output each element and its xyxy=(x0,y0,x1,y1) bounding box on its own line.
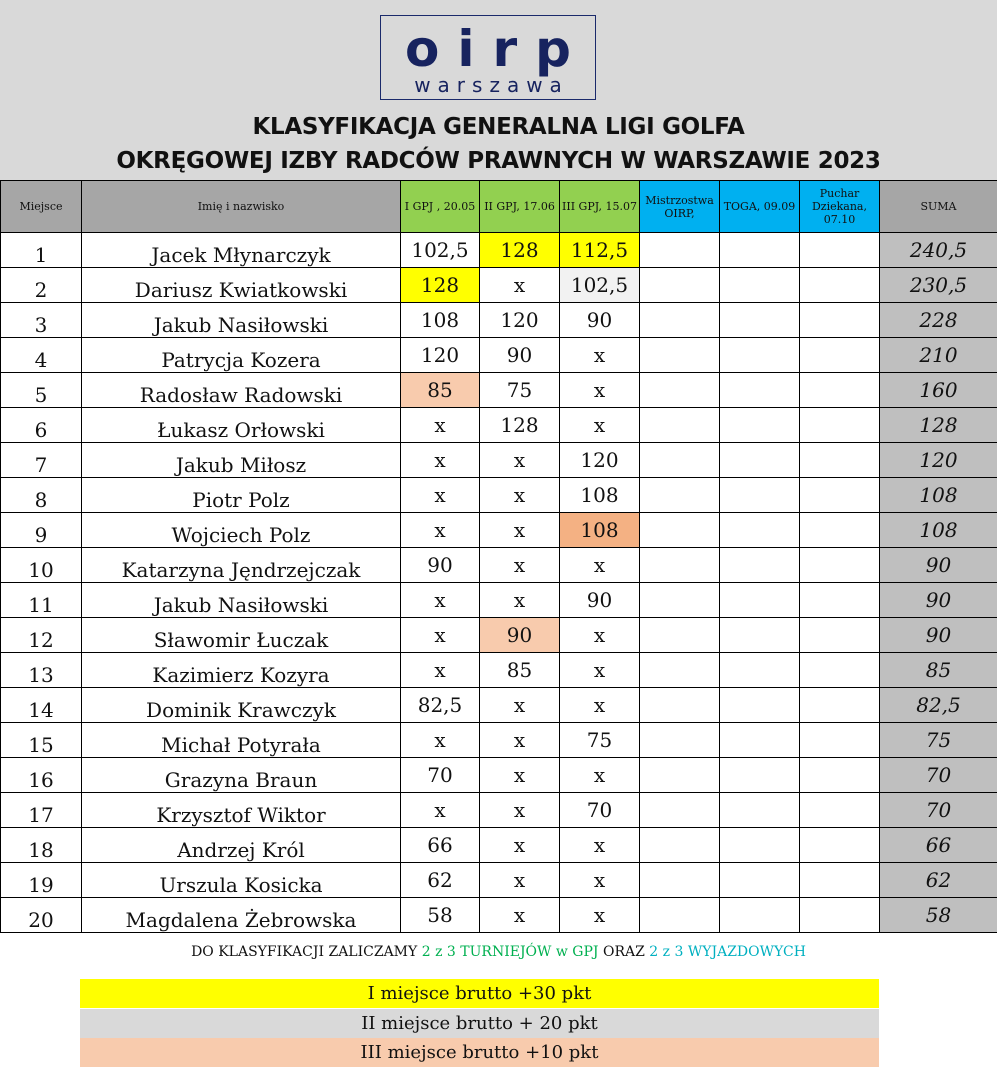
toga-score-cell xyxy=(720,758,800,793)
gpj1-score-cell: x xyxy=(401,618,480,653)
gpj1-score-cell: x xyxy=(401,443,480,478)
table-row xyxy=(1,653,997,688)
note-part1: DO KLASYFIKACJI ZALICZAMY xyxy=(191,944,418,960)
gpj1-score-cell: 82,5 xyxy=(401,688,480,723)
gpj1-score-cell: 58 xyxy=(401,898,480,933)
championship-score-cell xyxy=(640,443,720,478)
table-row xyxy=(1,758,997,793)
name-cell: Michał Potyrała xyxy=(82,723,401,758)
place-cell: 3 xyxy=(1,303,82,338)
place-cell: 12 xyxy=(1,618,82,653)
gpj1-score-cell: 108 xyxy=(401,303,480,338)
note-part4: 2 z 3 WYJAZDOWYCH xyxy=(649,944,806,960)
name-cell: Piotr Polz xyxy=(82,478,401,513)
note-part2: 2 z 3 TURNIEJÓW w GPJ xyxy=(421,944,599,960)
gpj3-score-cell: x xyxy=(560,408,640,443)
toga-score-cell xyxy=(720,303,800,338)
place-cell: 17 xyxy=(1,793,82,828)
ranking-body xyxy=(1,233,997,933)
sum-cell: 75 xyxy=(880,723,997,758)
gpj2-score-cell: x xyxy=(480,548,560,583)
toga-score-cell xyxy=(720,898,800,933)
toga-score-cell xyxy=(720,513,800,548)
gpj3-score-cell: 108 xyxy=(560,478,640,513)
gpj3-score-cell: x xyxy=(560,618,640,653)
gpj3-score-cell: x xyxy=(560,758,640,793)
table-row xyxy=(1,863,997,898)
place-cell: 11 xyxy=(1,583,82,618)
gpj1-score-cell: x xyxy=(401,478,480,513)
gpj2-score-cell: x xyxy=(480,513,560,548)
gpj2-score-cell: x xyxy=(480,793,560,828)
sum-cell: 240,5 xyxy=(880,233,997,268)
gpj3-score-cell: 120 xyxy=(560,443,640,478)
name-cell: Radosław Radowski xyxy=(82,373,401,408)
col-header-name: Imię i nazwisko xyxy=(82,181,401,233)
place-cell: 18 xyxy=(1,828,82,863)
toga-score-cell xyxy=(720,653,800,688)
puchar-score-cell xyxy=(800,898,880,933)
championship-score-cell xyxy=(640,863,720,898)
gpj2-score-cell: x xyxy=(480,898,560,933)
table-row xyxy=(1,478,997,513)
puchar-score-cell xyxy=(800,618,880,653)
championship-score-cell xyxy=(640,758,720,793)
gpj3-score-cell: x xyxy=(560,373,640,408)
gpj1-score-cell: x xyxy=(401,513,480,548)
gpj3-score-cell: x xyxy=(560,653,640,688)
table-row xyxy=(1,688,997,723)
gpj2-score-cell: 90 xyxy=(480,338,560,373)
legend-first-place: I miejsce brutto +30 pkt xyxy=(80,979,879,1008)
sum-cell: 90 xyxy=(880,583,997,618)
name-cell: Krzysztof Wiktor xyxy=(82,793,401,828)
note-part3: ORAZ xyxy=(602,944,645,960)
gpj3-score-cell: x xyxy=(560,828,640,863)
sum-cell: 62 xyxy=(880,863,997,898)
gpj3-score-cell: x xyxy=(560,338,640,373)
place-cell: 1 xyxy=(1,233,82,268)
gpj1-score-cell: x xyxy=(401,653,480,688)
place-cell: 15 xyxy=(1,723,82,758)
gpj3-score-cell: x xyxy=(560,863,640,898)
place-cell: 7 xyxy=(1,443,82,478)
table-row xyxy=(1,898,997,933)
puchar-score-cell xyxy=(800,723,880,758)
toga-score-cell xyxy=(720,618,800,653)
toga-score-cell xyxy=(720,863,800,898)
oirp-logo xyxy=(380,15,596,100)
championship-score-cell xyxy=(640,793,720,828)
puchar-score-cell xyxy=(800,513,880,548)
gpj2-score-cell: 75 xyxy=(480,373,560,408)
gpj2-score-cell: x xyxy=(480,583,560,618)
toga-score-cell xyxy=(720,373,800,408)
name-cell: Dominik Krawczyk xyxy=(82,688,401,723)
place-cell: 4 xyxy=(1,338,82,373)
sum-cell: 228 xyxy=(880,303,997,338)
championship-score-cell xyxy=(640,513,720,548)
gpj1-score-cell: 85 xyxy=(401,373,480,408)
gpj1-score-cell: x xyxy=(401,793,480,828)
legend-second-place: II miejsce brutto + 20 pkt xyxy=(80,1009,879,1038)
ranking-table xyxy=(0,180,997,933)
name-cell: Jakub Nasiłowski xyxy=(82,583,401,618)
col-header-gpj2: II GPJ, 17.06 xyxy=(480,181,560,233)
gpj3-score-cell: 108 xyxy=(560,513,640,548)
toga-score-cell xyxy=(720,408,800,443)
championship-score-cell xyxy=(640,233,720,268)
championship-score-cell xyxy=(640,723,720,758)
gpj3-score-cell: 112,5 xyxy=(560,233,640,268)
puchar-score-cell xyxy=(800,863,880,898)
championship-score-cell xyxy=(640,373,720,408)
championship-score-cell xyxy=(640,653,720,688)
gpj1-score-cell: 120 xyxy=(401,338,480,373)
gpj1-score-cell: x xyxy=(401,583,480,618)
toga-score-cell xyxy=(720,793,800,828)
name-cell: Urszula Kosicka xyxy=(82,863,401,898)
championship-score-cell xyxy=(640,828,720,863)
sum-cell: 70 xyxy=(880,793,997,828)
gpj3-score-cell: 102,5 xyxy=(560,268,640,303)
name-cell: Katarzyna Jęndrzejczak xyxy=(82,548,401,583)
place-cell: 14 xyxy=(1,688,82,723)
sum-cell: 82,5 xyxy=(880,688,997,723)
logo-sub-text: warszawa xyxy=(414,73,569,97)
table-row xyxy=(1,408,997,443)
puchar-score-cell xyxy=(800,793,880,828)
name-cell: Grazyna Braun xyxy=(82,758,401,793)
place-cell: 6 xyxy=(1,408,82,443)
place-cell: 8 xyxy=(1,478,82,513)
gpj1-score-cell: 128 xyxy=(401,268,480,303)
toga-score-cell xyxy=(720,583,800,618)
table-row xyxy=(1,373,997,408)
sum-cell: 58 xyxy=(880,898,997,933)
toga-score-cell xyxy=(720,723,800,758)
table-row xyxy=(1,303,997,338)
puchar-score-cell xyxy=(800,303,880,338)
gpj2-score-cell: x xyxy=(480,723,560,758)
toga-score-cell xyxy=(720,268,800,303)
col-header-puchar: Puchar Dziekana, 07.10 xyxy=(800,181,880,233)
name-cell: Magdalena Żebrowska xyxy=(82,898,401,933)
gpj1-score-cell: 70 xyxy=(401,758,480,793)
gpj3-score-cell: 75 xyxy=(560,723,640,758)
gpj2-score-cell: x xyxy=(480,828,560,863)
championship-score-cell xyxy=(640,338,720,373)
table-row xyxy=(1,793,997,828)
gpj2-score-cell: 90 xyxy=(480,618,560,653)
championship-score-cell xyxy=(640,478,720,513)
puchar-score-cell xyxy=(800,548,880,583)
table-row xyxy=(1,828,997,863)
gpj3-score-cell: 90 xyxy=(560,583,640,618)
gpj1-score-cell: x xyxy=(401,723,480,758)
puchar-score-cell xyxy=(800,478,880,513)
gpj1-score-cell: x xyxy=(401,408,480,443)
puchar-score-cell xyxy=(800,758,880,793)
gpj1-score-cell: 90 xyxy=(401,548,480,583)
puchar-score-cell xyxy=(800,408,880,443)
championship-score-cell xyxy=(640,898,720,933)
name-cell: Łukasz Orłowski xyxy=(82,408,401,443)
puchar-score-cell xyxy=(800,828,880,863)
gpj2-score-cell: x xyxy=(480,758,560,793)
sum-cell: 108 xyxy=(880,478,997,513)
place-cell: 10 xyxy=(1,548,82,583)
place-cell: 19 xyxy=(1,863,82,898)
table-row xyxy=(1,618,997,653)
puchar-score-cell xyxy=(800,583,880,618)
puchar-score-cell xyxy=(800,338,880,373)
table-row xyxy=(1,723,997,758)
sum-cell: 85 xyxy=(880,653,997,688)
name-cell: Andrzej Król xyxy=(82,828,401,863)
sum-cell: 120 xyxy=(880,443,997,478)
gpj3-score-cell: x xyxy=(560,548,640,583)
place-cell: 20 xyxy=(1,898,82,933)
puchar-score-cell xyxy=(800,443,880,478)
col-header-gpj3: III GPJ, 15.07 xyxy=(560,181,640,233)
toga-score-cell xyxy=(720,828,800,863)
col-header-place: Miejsce xyxy=(1,181,82,233)
gpj2-score-cell: x xyxy=(480,688,560,723)
championship-score-cell xyxy=(640,548,720,583)
logo-main-text: oirp xyxy=(405,20,589,78)
toga-score-cell xyxy=(720,443,800,478)
classification-note xyxy=(0,944,997,960)
table-row xyxy=(1,583,997,618)
sum-cell: 90 xyxy=(880,548,997,583)
table-row xyxy=(1,548,997,583)
name-cell: Wojciech Polz xyxy=(82,513,401,548)
col-header-championship: Mistrzostwa OIRP, xyxy=(640,181,720,233)
place-cell: 13 xyxy=(1,653,82,688)
sum-cell: 108 xyxy=(880,513,997,548)
name-cell: Jakub Nasiłowski xyxy=(82,303,401,338)
gpj1-score-cell: 62 xyxy=(401,863,480,898)
gpj2-score-cell: x xyxy=(480,268,560,303)
table-row xyxy=(1,443,997,478)
puchar-score-cell xyxy=(800,688,880,723)
gpj2-score-cell: x xyxy=(480,443,560,478)
gpj1-score-cell: 66 xyxy=(401,828,480,863)
sum-cell: 160 xyxy=(880,373,997,408)
gpj3-score-cell: 90 xyxy=(560,303,640,338)
puchar-score-cell xyxy=(800,233,880,268)
table-row xyxy=(1,338,997,373)
championship-score-cell xyxy=(640,408,720,443)
name-cell: Kazimierz Kozyra xyxy=(82,653,401,688)
championship-score-cell xyxy=(640,268,720,303)
sum-cell: 66 xyxy=(880,828,997,863)
toga-score-cell xyxy=(720,548,800,583)
gpj2-score-cell: 128 xyxy=(480,233,560,268)
gpj2-score-cell: 120 xyxy=(480,303,560,338)
page-title-line1: KLASYFIKACJA GENERALNA LIGI GOLFA xyxy=(252,114,745,140)
place-cell: 2 xyxy=(1,268,82,303)
name-cell: Dariusz Kwiatkowski xyxy=(82,268,401,303)
gpj3-score-cell: x xyxy=(560,688,640,723)
sum-cell: 128 xyxy=(880,408,997,443)
place-cell: 16 xyxy=(1,758,82,793)
gpj2-score-cell: x xyxy=(480,863,560,898)
legend-third-place: III miejsce brutto +10 pkt xyxy=(80,1038,879,1067)
toga-score-cell xyxy=(720,233,800,268)
col-header-gpj1: I GPJ , 20.05 xyxy=(401,181,480,233)
puchar-score-cell xyxy=(800,653,880,688)
name-cell: Jakub Miłosz xyxy=(82,443,401,478)
puchar-score-cell xyxy=(800,373,880,408)
name-cell: Jacek Młynarczyk xyxy=(82,233,401,268)
sum-cell: 230,5 xyxy=(880,268,997,303)
table-row xyxy=(1,233,997,268)
championship-score-cell xyxy=(640,303,720,338)
championship-score-cell xyxy=(640,583,720,618)
toga-score-cell xyxy=(720,688,800,723)
place-cell: 5 xyxy=(1,373,82,408)
table-row xyxy=(1,268,997,303)
name-cell: Patrycja Kozera xyxy=(82,338,401,373)
championship-score-cell xyxy=(640,688,720,723)
gpj1-score-cell: 102,5 xyxy=(401,233,480,268)
gpj3-score-cell: 70 xyxy=(560,793,640,828)
place-cell: 9 xyxy=(1,513,82,548)
gpj2-score-cell: 85 xyxy=(480,653,560,688)
table-header-row xyxy=(1,181,997,233)
gpj2-score-cell: 128 xyxy=(480,408,560,443)
sum-cell: 90 xyxy=(880,618,997,653)
gpj2-score-cell: x xyxy=(480,478,560,513)
sum-cell: 210 xyxy=(880,338,997,373)
page-title-line2: OKRĘGOWEJ IZBY RADCÓW PRAWNYCH W WARSZAWIE 2023 xyxy=(116,148,881,174)
col-header-sum: SUMA xyxy=(880,181,997,233)
toga-score-cell xyxy=(720,338,800,373)
puchar-score-cell xyxy=(800,268,880,303)
col-header-toga: TOGA, 09.09 xyxy=(720,181,800,233)
sum-cell: 70 xyxy=(880,758,997,793)
table-row xyxy=(1,513,997,548)
gpj3-score-cell: x xyxy=(560,898,640,933)
championship-score-cell xyxy=(640,618,720,653)
name-cell: Sławomir Łuczak xyxy=(82,618,401,653)
toga-score-cell xyxy=(720,478,800,513)
